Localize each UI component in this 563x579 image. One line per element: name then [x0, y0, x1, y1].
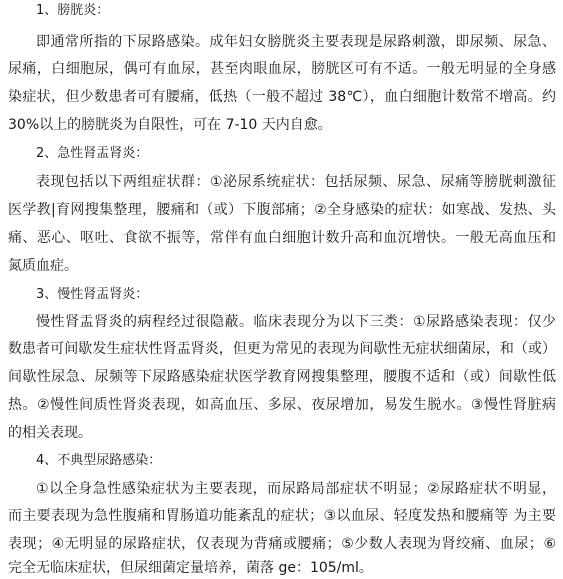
paragraph-line: 表现包括以下两组症状群：①泌尿系统症状：包括尿频、尿急、尿痛等膀胱刺激征 [36, 174, 556, 190]
section-heading-atypical-uti: 4、不典型尿路感染： [36, 453, 162, 468]
section-heading-chronic-pyelonephritis: 3、慢性肾盂肾炎： [36, 287, 149, 302]
paragraph-line: 尿痛，白细胞尿，偶可有血尿，甚至肉眼血尿，膀胱区可有不适。一般无明显的全身感 [8, 61, 556, 77]
paragraph-line: 完全无临床症状，但尿细菌定量培养，菌落 ge：105/ml。 [8, 560, 373, 576]
paragraph-line: 热。②慢性间质性肾炎表现，如高血压、多尿、夜尿增加，易发生脱水。③慢性肾脏病 [8, 397, 556, 413]
paragraph-line: 的相关表现。 [8, 425, 92, 441]
paragraph-line: 而主要表现为急性腹痛和胃肠道功能紊乱的症状；③以血尿、轻度发热和腰痛等 为主要 [8, 508, 556, 524]
paragraph-line: 慢性肾盂肾炎的病程经过很隐蔽。临床表现分为以下三类：①尿路感染表现：仅少 [36, 314, 556, 330]
paragraph-line: 染症状，但少数患者可有腰痛，低热（一般不超过 38℃），血白细胞计数常不增高。约 [8, 89, 556, 105]
paragraph-line: 氮质血症。 [8, 258, 78, 274]
paragraph-line: 间歇性尿急、尿频等下尿路感染症状医学教育网搜集整理，腰腹不适和（或）间歇性低 [8, 369, 556, 385]
paragraph-line: ①以全身急性感染症状为主要表现，而尿路局部症状不明显；②尿路症状不明显， [36, 481, 556, 497]
paragraph-line: 即通常所指的下尿路感染。成年妇女膀胱炎主要表现是尿路刺激，即尿频、尿急、 [36, 34, 556, 50]
paragraph-line: 医学教|育网搜集整理，腰痛和（或）下腹部痛；②全身感染的症状：如寒战、发热、头 [8, 202, 556, 218]
paragraph-line: 数患者可间歇发生症状性肾盂肾炎，但更为常见的表现为间歇性无症状细菌尿，和（或） [8, 341, 556, 357]
paragraph-line: 30%以上的膀胱炎为自限性，可在 7-10 天内自愈。 [8, 117, 332, 133]
paragraph-line: 表现；④无明显的尿路症状，仅表现为背痛或腰痛；⑤少数人表现为肾绞痛、血尿；⑥ [8, 536, 556, 552]
section-heading-cystitis: 1、膀胱炎： [36, 3, 110, 18]
section-heading-acute-pyelonephritis: 2、急性肾盂肾炎： [36, 146, 149, 161]
paragraph-line: 痛、恶心、呕吐、食欲不振等，常伴有血白细胞计数升高和血沉增快。一般无高血压和 [8, 230, 556, 246]
